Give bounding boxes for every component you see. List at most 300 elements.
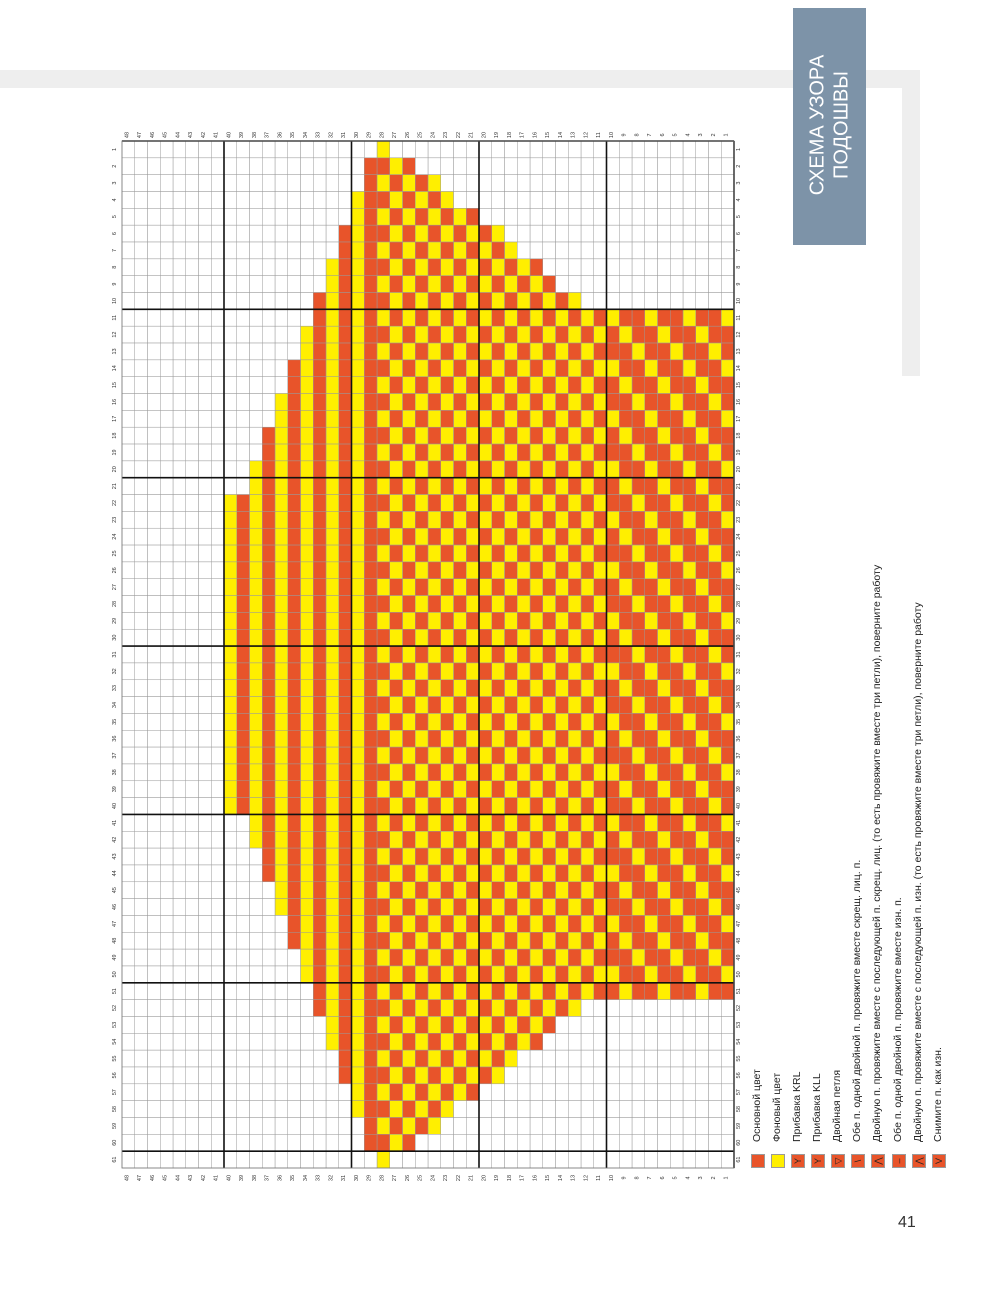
chart-cell [288,882,301,899]
chart-cell [581,1134,594,1151]
chart-cell [670,1033,683,1050]
chart-cell [186,1151,199,1168]
chart-cell [607,629,620,646]
column-number-left: 34 [112,701,118,709]
chart-cell [211,326,224,343]
chart-cell [721,377,734,394]
chart-cell [454,343,467,360]
chart-cell [415,831,428,848]
chart-cell [683,831,696,848]
chart-cell [721,932,734,949]
chart-cell [352,646,365,663]
chart-cell [428,1050,441,1067]
column-number-right: 26 [736,567,742,574]
chart-cell [275,781,288,798]
chart-cell [415,276,428,293]
chart-cell [224,781,237,798]
chart-cell [645,579,658,596]
chart-cell [428,528,441,545]
chart-cell [607,394,620,411]
chart-cell [237,562,250,579]
chart-cell [466,1067,479,1084]
chart-cell [339,293,352,310]
chart-cell [683,545,696,562]
chart-cell [415,444,428,461]
chart-cell [441,141,454,158]
chart-cell [607,410,620,427]
chart-cell [352,983,365,1000]
chart-cell [568,360,581,377]
chart-cell [632,798,645,815]
chart-cell [683,882,696,899]
chart-cell [530,814,543,831]
chart-cell [607,983,620,1000]
chart-cell [339,1134,352,1151]
chart-cell [441,831,454,848]
chart-cell [607,781,620,798]
column-number-left: 11 [112,314,118,321]
chart-cell [517,949,530,966]
chart-cell [441,798,454,815]
chart-cell [530,175,543,192]
chart-cell [619,781,632,798]
chart-cell [390,1050,403,1067]
chart-cell [505,1050,518,1067]
chart-cell [186,225,199,242]
chart-cell [530,1033,543,1050]
chart-cell [454,175,467,192]
chart-cell [721,175,734,192]
chart-cell [479,208,492,225]
chart-cell [262,747,275,764]
chart-cell [148,461,161,478]
chart-cell [313,158,326,175]
chart-cell [390,865,403,882]
chart-cell [441,814,454,831]
chart-cell [454,1134,467,1151]
chart-cell [670,663,683,680]
chart-cell [135,461,148,478]
chart-cell [670,562,683,579]
chart-cell [632,192,645,209]
chart-cell [288,410,301,427]
chart-cell [428,461,441,478]
chart-cell [645,798,658,815]
chart-cell [556,444,569,461]
chart-cell [288,983,301,1000]
chart-cell [479,1050,492,1067]
chart-cell [339,1101,352,1118]
chart-cell [364,1101,377,1118]
chart-cell [199,562,212,579]
chart-cell [160,1117,173,1134]
chart-cell [632,899,645,916]
chart-cell [517,192,530,209]
chart-cell [122,1134,135,1151]
legend-symbol-krl-increase: Y [791,1154,805,1168]
chart-cell [530,747,543,764]
chart-cell [339,1050,352,1067]
row-number-bottom: 10 [608,1174,615,1182]
column-number-right: 43 [736,853,742,860]
chart-cell [670,259,683,276]
chart-cell [160,697,173,714]
chart-cell [377,966,390,983]
row-number-bottom: 44 [175,1174,182,1182]
chart-cell [581,680,594,697]
chart-cell [658,1084,671,1101]
chart-cell [377,814,390,831]
chart-cell [721,343,734,360]
chart-cell [186,511,199,528]
chart-cell [479,579,492,596]
chart-cell [619,1016,632,1033]
chart-cell [352,360,365,377]
chart-cell [466,747,479,764]
row-number-bottom: 11 [596,1175,603,1181]
chart-cell [645,377,658,394]
chart-cell [313,1067,326,1084]
chart-cell [364,882,377,899]
chart-cell [632,259,645,276]
column-number-right: 10 [736,297,742,305]
chart-cell [173,158,186,175]
chart-cell [670,612,683,629]
chart-cell [683,612,696,629]
chart-cell [505,208,518,225]
chart-cell [670,764,683,781]
chart-cell [186,1117,199,1134]
chart-cell [403,444,416,461]
chart-cell [517,596,530,613]
column-number-right: 59 [736,1122,742,1129]
chart-cell [199,747,212,764]
chart-cell [415,1151,428,1168]
chart-cell [632,882,645,899]
chart-cell [492,831,505,848]
chart-cell [364,680,377,697]
chart-cell [135,831,148,848]
chart-cell [148,259,161,276]
chart-cell [415,814,428,831]
chart-cell [135,309,148,326]
chart-cell [492,1101,505,1118]
chart-cell [135,713,148,730]
chart-cell [313,528,326,545]
chart-cell [326,192,339,209]
column-number-right: 22 [736,499,742,507]
chart-cell [211,865,224,882]
chart-cell [377,192,390,209]
row-number-top: 36 [277,131,284,139]
chart-cell [415,579,428,596]
chart-cell [262,646,275,663]
chart-cell [428,1000,441,1017]
chart-cell [199,410,212,427]
chart-cell [173,175,186,192]
chart-cell [326,225,339,242]
chart-cell [594,713,607,730]
chart-cell [645,680,658,697]
chart-cell [530,915,543,932]
column-number-left: 44 [112,870,118,877]
chart-cell [160,814,173,831]
legend-label: Фоновый цвет [771,1072,783,1142]
chart-cell [619,377,632,394]
chart-cell [556,983,569,1000]
chart-cell [364,511,377,528]
chart-cell [288,242,301,259]
chart-cell [658,764,671,781]
chart-cell [135,848,148,865]
chart-cell [645,1101,658,1118]
chart-cell [275,326,288,343]
chart-cell [466,495,479,512]
chart-cell [377,175,390,192]
chart-cell [594,983,607,1000]
chart-cell [148,1134,161,1151]
chart-cell [670,713,683,730]
chart-cell [237,646,250,663]
chart-cell [352,932,365,949]
chart-cell [683,865,696,882]
column-number-right: 1 [736,147,742,151]
chart-cell [352,1050,365,1067]
chart-cell [696,646,709,663]
chart-cell [301,175,314,192]
chart-cell [288,377,301,394]
chart-cell [441,242,454,259]
column-number-left: 46 [112,903,118,911]
chart-cell [262,983,275,1000]
chart-cell [403,511,416,528]
chart-cell [670,360,683,377]
chart-cell [505,915,518,932]
chart-cell [530,781,543,798]
chart-cell [607,343,620,360]
chart-cell [250,1033,263,1050]
row-number-top: 29 [366,131,373,139]
chart-cell [390,360,403,377]
chart-cell [543,528,556,545]
chart-cell [237,343,250,360]
chart-cell [581,444,594,461]
column-number-right: 33 [736,685,742,692]
chart-cell [556,1033,569,1050]
chart-cell [683,495,696,512]
chart-cell [428,781,441,798]
chart-cell [199,882,212,899]
chart-cell [479,495,492,512]
chart-cell [364,1067,377,1084]
chart-cell [670,377,683,394]
chart-cell [428,1101,441,1118]
row-number-bottom: 8 [634,1176,641,1180]
chart-cell [135,259,148,276]
chart-cell [428,158,441,175]
chart-cell [607,360,620,377]
chart-cell [415,730,428,747]
chart-cell [224,579,237,596]
chart-cell [186,309,199,326]
chart-cell [632,697,645,714]
chart-cell [160,360,173,377]
row-number-bottom: 34 [302,1174,309,1182]
chart-cell [556,545,569,562]
chart-cell [517,326,530,343]
chart-cell [390,814,403,831]
chart-cell [313,1101,326,1118]
chart-cell [683,192,696,209]
chart-cell [696,444,709,461]
chart-cell [594,495,607,512]
chart-cell [696,596,709,613]
chart-cell [224,326,237,343]
chart-cell [581,158,594,175]
chart-cell [390,1134,403,1151]
chart-cell [454,612,467,629]
chart-cell [670,192,683,209]
chart-cell [415,629,428,646]
chart-cell [390,276,403,293]
chart-cell [160,629,173,646]
chart-cell [364,579,377,596]
chart-cell [199,360,212,377]
chart-cell [339,410,352,427]
chart-cell [568,814,581,831]
chart-cell [632,208,645,225]
chart-cell [173,377,186,394]
chart-cell [658,545,671,562]
chart-cell [288,495,301,512]
chart-cell [352,1000,365,1017]
chart-cell [224,192,237,209]
chart-cell [696,309,709,326]
chart-cell [173,1134,186,1151]
chart-cell [721,141,734,158]
chart-cell [594,1016,607,1033]
chart-cell [696,966,709,983]
legend-label: Прибавка KRL [791,1071,803,1142]
chart-cell [211,949,224,966]
chart-cell [339,798,352,815]
chart-cell [466,276,479,293]
chart-cell [211,444,224,461]
chart-cell [505,781,518,798]
chart-cell [492,848,505,865]
chart-cell [645,932,658,949]
row-number-bottom: 42 [200,1174,207,1182]
chart-cell [709,1084,722,1101]
chart-cell [288,579,301,596]
chart-cell [709,949,722,966]
chart-cell [237,983,250,1000]
chart-cell [377,612,390,629]
chart-cell [250,663,263,680]
chart-cell [403,848,416,865]
chart-cell [607,1050,620,1067]
chart-cell [186,461,199,478]
row-number-top: 7 [647,133,654,137]
chart-cell [313,478,326,495]
chart-cell [199,326,212,343]
chart-cell [250,259,263,276]
chart-cell [390,326,403,343]
chart-cell [288,730,301,747]
chart-cell [301,192,314,209]
chart-cell [568,1033,581,1050]
chart-cell [199,697,212,714]
chart-cell [454,192,467,209]
chart-cell [352,141,365,158]
chart-cell [428,865,441,882]
chart-cell [237,747,250,764]
chart-cell [364,764,377,781]
chart-cell [237,899,250,916]
chart-cell [492,545,505,562]
chart-cell [517,360,530,377]
chart-cell [466,192,479,209]
chart-cell [454,1151,467,1168]
column-number-right: 15 [736,382,742,389]
chart-cell [275,242,288,259]
chart-cell [186,646,199,663]
chart-cell [403,798,416,815]
chart-cell [122,377,135,394]
chart-cell [479,713,492,730]
chart-cell [403,1016,416,1033]
chart-cell [709,697,722,714]
chart-cell [454,798,467,815]
chart-cell [543,1134,556,1151]
chart-cell [122,192,135,209]
chart-cell [607,966,620,983]
chart-cell [441,1151,454,1168]
chart-cell [313,326,326,343]
chart-cell [683,360,696,377]
chart-cell [288,1000,301,1017]
chart-cell [403,713,416,730]
chart-cell [403,1067,416,1084]
column-number-right: 46 [736,903,742,911]
chart-cell [186,932,199,949]
chart-cell [122,697,135,714]
chart-cell [696,259,709,276]
chart-cell [645,192,658,209]
chart-cell [492,865,505,882]
chart-cell [721,1134,734,1151]
chart-cell [492,663,505,680]
chart-cell [415,932,428,949]
chart-cell [568,175,581,192]
chart-cell [721,882,734,899]
chart-cell [696,798,709,815]
chart-cell [122,343,135,360]
chart-cell [135,747,148,764]
chart-cell [326,1117,339,1134]
chart-cell [339,276,352,293]
chart-cell [594,1134,607,1151]
chart-cell [607,158,620,175]
chart-cell [632,747,645,764]
chart-cell [709,966,722,983]
chart-cell [148,1084,161,1101]
chart-cell [632,1151,645,1168]
chart-cell [288,511,301,528]
chart-cell [352,882,365,899]
chart-cell [683,528,696,545]
column-number-left: 9 [112,282,118,286]
